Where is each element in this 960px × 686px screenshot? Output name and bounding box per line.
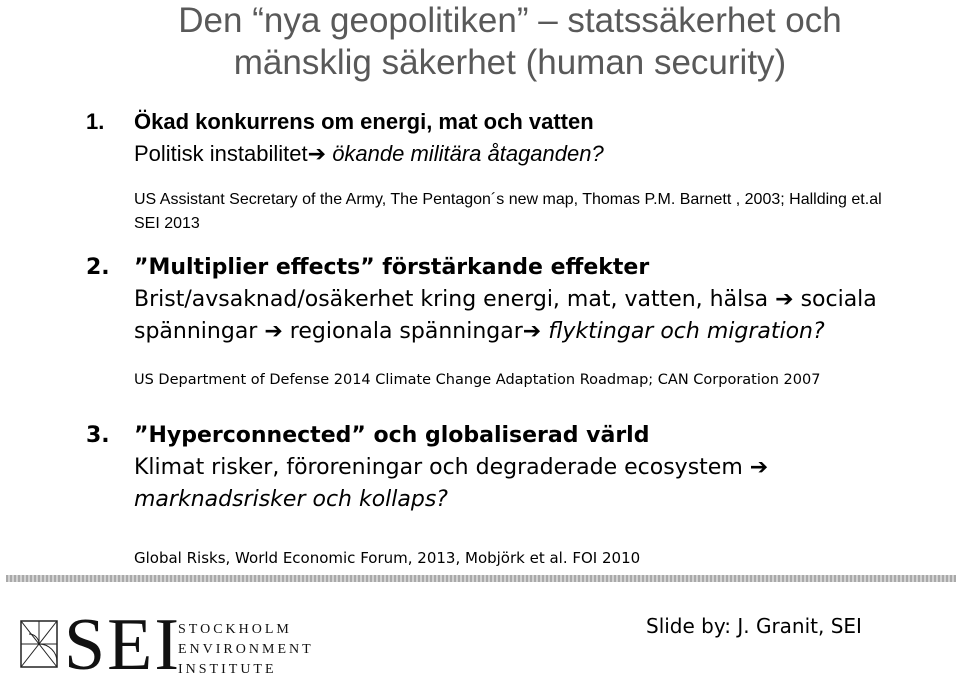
slide-credit: Slide by: J. Granit, SEI: [646, 614, 862, 638]
point-1-number: 1.: [86, 109, 105, 134]
point-2-text-line-2: spänningar ➔ regionala spänningar➔ flyktingar och migration?: [134, 319, 825, 344]
point-1: [86, 106, 906, 236]
point-3-text-line-2: marknadsrisker och kollaps?: [134, 487, 448, 512]
institute-name: STOCKHOLM ENVIRONMENT INSTITUTE: [178, 622, 314, 677]
point-3: [86, 420, 906, 570]
arrow-icon: ➔: [775, 287, 794, 312]
title-line-2: mänsklig säkerhet (human security): [233, 43, 787, 82]
point-3-source: Global Risks, World Economic Forum, 2013, Mobjörk et al. FOI 2010: [134, 549, 641, 567]
point-2-source: US Department of Defense 2014 Climate Change Adaptation Roadmap; CAN Corporation 2007: [134, 372, 821, 388]
point-2: [86, 252, 906, 402]
point-2-number: 2.: [86, 255, 110, 280]
slide-title: [90, 0, 930, 84]
point-1-text: Politisk instabilitet➔ ökande militära åtaganden?: [134, 141, 604, 167]
arrow-icon: ➔: [749, 455, 769, 480]
sei-logo: SEI: [64, 604, 181, 686]
point-2-text-line-1: Brist/avsaknad/osäkerhet kring energi, mat, vatten, hälsa ➔ sociala: [134, 287, 877, 312]
point-1-source: US Assistant Secretary of the Army, The Pentagon´s new map, Thomas P.M. Barnett , 2003; Hallding et.al SEI 2013: [134, 191, 882, 232]
footer-divider: [6, 575, 956, 582]
point-3-number: 3.: [86, 423, 110, 448]
point-3-text-line-1: Klimat risker, föroreningar och degraderade ecosystem ➔: [134, 455, 769, 480]
point-3-heading: ”Hyperconnected” och globaliserad värld: [134, 423, 650, 448]
point-2-heading: ”Multiplier effects” förstärkande effekter: [134, 255, 650, 280]
arrow-icon: ➔: [264, 319, 283, 344]
arrow-icon: ➔: [307, 142, 327, 167]
golden-spiral-icon: [20, 620, 58, 673]
point-1-heading: Ökad konkurrens om energi, mat och vatten: [134, 109, 594, 134]
title-line-1: Den “nya geopolitiken” – statssäkerhet och: [178, 1, 842, 40]
arrow-icon: ➔: [522, 319, 542, 344]
